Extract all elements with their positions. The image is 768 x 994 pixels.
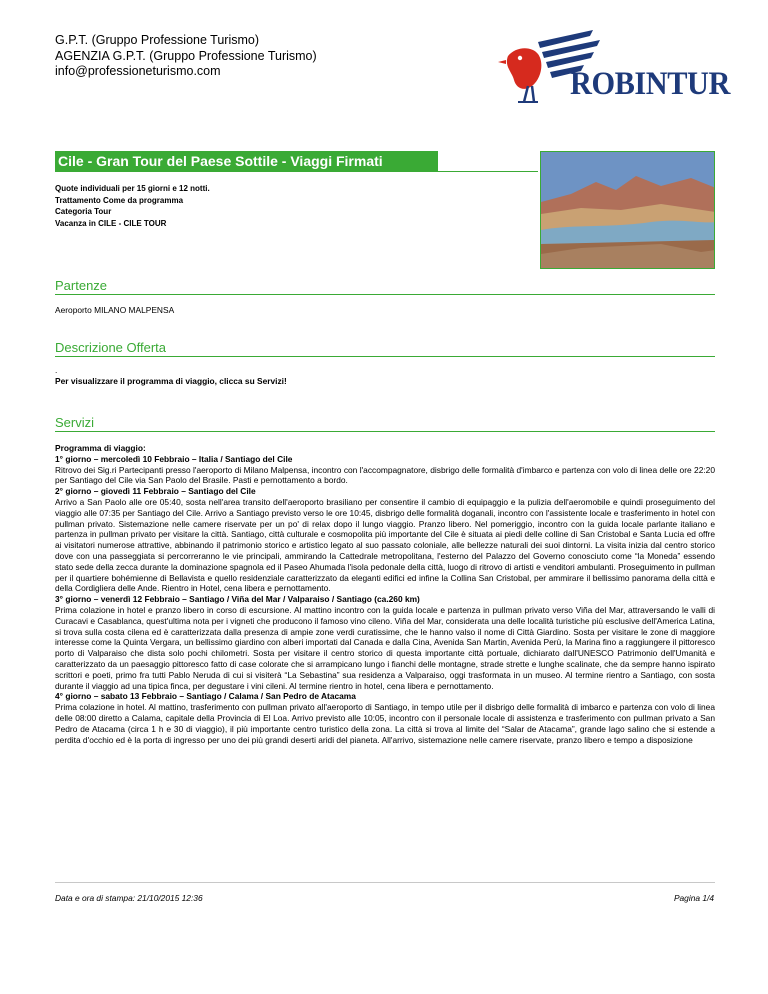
offer-quote: Quote individuali per 15 giorni e 12 notti.: [55, 184, 210, 193]
descrizione-title: Descrizione Offerta: [55, 340, 715, 357]
agency-fullname: AGENZIA G.P.T. (Gruppo Professione Turismo): [55, 48, 317, 63]
day-text: Ritrovo dei Sig.ri Partecipanti presso l'aeroporto di Milano Malpensa, incontro con l'accompagnatore, disbrigo delle formalità d'imbarco e partenza con volo di linea delle ore 22:20 per Santiago del Cile via San Paolo del Brasile. Pasti e pernottamento a bordo.: [55, 464, 715, 486]
servizi-section: [55, 415, 715, 931]
day-heading: 2° giorno – giovedì 11 Febbraio – Santiago del Cile: [55, 486, 256, 497]
offer-vacanza: Vacanza in CILE - CILE TOUR: [55, 218, 167, 228]
servizi-body: [55, 443, 715, 931]
offer-summary: [55, 183, 210, 229]
print-timestamp: Data e ora di stampa: 21/10/2015 12:36: [55, 893, 203, 903]
programma-heading: Programma di viaggio:: [55, 443, 146, 453]
day-text: Prima colazione in hotel e pranzo libero in corso di escursione. Al mattino incontro con la guida locale e partenza in pullman privato verso Viña del Mar, attraversando le valli di Curacavi e Casablanca, quest'ultima nota per i vigneti che producono il famoso vino cileno. Viña del Mar, considerata una delle località turistiche più esclusive dell'America Latina, si trova sulla costa cilena ed è caratterizzata dalla presenza di ampie zone verdi curatissime, che le hanno valso il nome di Città Giardino. Sosta per visitare le zone di maggiore interesse come la Quinta Vergara, un bellissimo giardino con alberi importati dal Canada e dalla Cina, Avenida San Martin, Avenida Perù, la Marina fino a raggiungere il pittoresco porto di Valparaiso che dista solo pochi chilometri. Sosta per visitare il centro storico di questa importante città portuale, dichiarato dall'UNESCO Patrimonio dell'Umanità e caratterizzato da un paesaggio pittoresco fatto di case colorate che si arrampicano lungo i fianchi delle montagne, strade strette e lunghe scalinate, che da sempre hanno ispirato scrittori e poeti, primo fra tutti Pablo Neruda di cui si visiterà “La Sebastina” sua residenza a Valparaiso, oggi trasformata in un museo. Al termine rientro a Santiago, con sosta durante il viaggio ad una tipica finca, per degustare i vini cileni. Al termine rientro in hotel, cena libera e pernottamento.: [55, 604, 715, 691]
day-heading: 4° giorno – sabato 13 Febbraio – Santiago / Calama / San Pedro de Atacama: [55, 691, 356, 702]
descrizione-text: Per visualizzare il programma di viaggio, clicca su Servizi!: [55, 376, 287, 386]
offer-categoria: Categoria Tour: [55, 207, 112, 216]
day-heading: 3° giorno – venerdì 12 Febbraio – Santiago / Viña del Mar / Valparaiso / Santiago (ca.260 km): [55, 594, 420, 605]
offer-trattamento: Trattamento Come da programma: [55, 195, 184, 205]
agency-name: G.P.T. (Gruppo Professione Turismo): [55, 33, 260, 47]
offer-title: Cile - Gran Tour del Paese Sottile - Viaggi Firmati: [55, 151, 438, 171]
descrizione-dot: .: [55, 365, 58, 375]
footer-divider: [55, 882, 715, 883]
logo-wordmark: ROBINTUR: [570, 66, 730, 102]
day-text: Arrivo a San Paolo alle ore 05:40, sosta nell'area transito dell'aeroporto brasiliano per consentire il cambio di equipaggio e la pulizia dell'aeromobile e quindi proseguimento del viaggio alle 07:35 per Santiago del Cile. Arrivo a Santiago previsto verso le ore 10:45, disbrigo delle formalità doganali, incontro con l'assistente locale e trasferimento in hotel con pullman privato. Sistemazione nelle camere riservate per un po' di relax dopo il lungo viaggio. Pranzo libero. Nel pomeriggio, incontro con la guida locale parlante italiano e partenza in pullman privato per visitare la città. Santiago, città culturale e cosmopolita più importante del Cile è situata ai piedi delle colline di San Cristobal e Santa Lucia ed offre ai visitatori numerose attrattive, abbinando il patrimonio storico e artistico legato al suo passato coloniale, alle bellezze naturali dei suoi dintorni. La visita inizia dal centro storico dove con una passeggiata si percorreranno le vie principali, ammirando la Cattedrale metropolitana, l'esterno del Palazzo del Governo conosciuto come “la Moneda” essendo stato sede della zecca durante la dominazione spagnola ed il Paseo Ahumada l'isola pedonale della città, luogo di ritrovo di artisti e venditori ambulanti. Proseguimento in pullman per il quartiere bohémienne di Bellavista e quello residenziale caratterizzato da eleganti edifici ed infine la Collina San Cristobal, per ammirare il bellissimo panorama della città e della Cordigliera delle Ande. Rientro in Hotel, cena libera e pernottamento.: [55, 496, 715, 594]
day-text: Prima colazione in hotel. Al mattino, trasferimento con pullman privato all'aeroporto di Santiago, in tempo utile per il disbrigo delle formalità di imbarco e partenza con volo di linea delle 08:00 diretto a Calama, capitale della Provincia di El Loa. Arrivo previsto alle 10:05, incontro con il personale locale di assistenza e trasferimento con pullman privato a San Pedro de Atacama (circa 1 h e 30 di viaggio), il più importante centro turistico della zona. La città si trova al limite del “Salar de Atacama”, grande lago salino che si estende a perdita d'occhio ed è la porta di ingresso per uno dei più grandi deserti aridi del pianeta. All'arrivo, sistemazione nelle camere riservate, pranzo libero e tempo a disposizione: [55, 702, 715, 745]
destination-photo: [540, 151, 715, 269]
partenze-text: Aeroporto MILANO MALPENSA: [55, 305, 175, 315]
day-heading: 1° giorno – mercoledì 10 Febbraio – Italia / Santiago del Cile: [55, 453, 293, 464]
servizi-title: Servizi: [55, 415, 715, 432]
agency-header: [55, 33, 317, 80]
partenze-section: [55, 278, 715, 316]
agency-email: info@professioneturismo.com: [55, 64, 221, 78]
page-number: Pagina 1/4: [673, 893, 714, 903]
descrizione-section: [55, 340, 715, 387]
title-divider: [55, 171, 538, 172]
partenze-title: Partenze: [55, 278, 715, 295]
